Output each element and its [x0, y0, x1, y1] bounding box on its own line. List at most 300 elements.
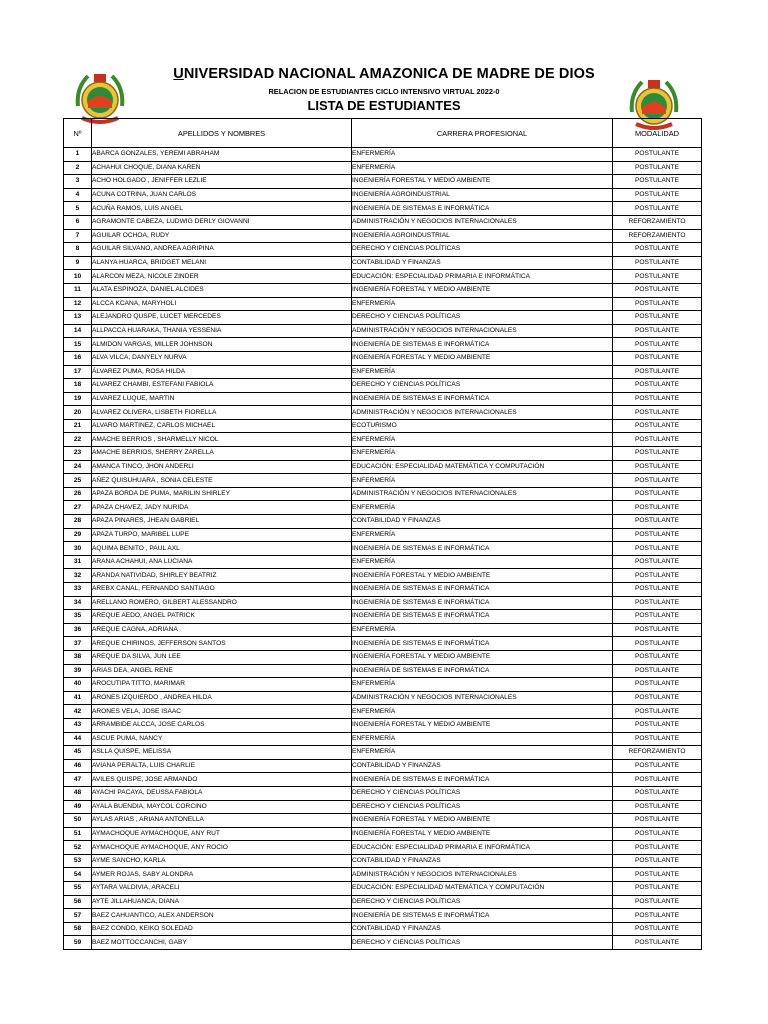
table-row	[64, 338, 702, 352]
row-number: 13	[64, 311, 92, 325]
student-name: ARIAS DEA, ANGEL RENE	[92, 664, 352, 678]
modality: REFORZAMIENTO	[613, 229, 702, 243]
career-name: ECOTURISMO	[352, 419, 613, 433]
modality: POSTULANTE	[613, 909, 702, 923]
career-name: ADMINISTRACIÓN Y NEGOCIOS INTERNACIONALES	[352, 487, 613, 501]
student-name: AREBX CANAL, FERNANDO SANTIAGO	[92, 583, 352, 597]
table-row	[64, 759, 702, 773]
table-row	[64, 773, 702, 787]
career-name: CONTABILIDAD Y FINANZAS	[352, 922, 613, 936]
career-name: INGENIERÍA DE SISTEMAS E INFORMÁTICA	[352, 583, 613, 597]
row-number: 57	[64, 909, 92, 923]
table-row	[64, 596, 702, 610]
modality: POSTULANTE	[613, 351, 702, 365]
table-row	[64, 351, 702, 365]
row-number: 38	[64, 650, 92, 664]
row-number: 50	[64, 814, 92, 828]
student-name: AREQUE AEDO, ANGEL PATRICK	[92, 610, 352, 624]
student-name: ARANDA NATIVIDAD, SHIRLEY BEATRIZ	[92, 569, 352, 583]
list-title: LISTA DE ESTUDIANTES	[307, 98, 461, 113]
row-number: 41	[64, 691, 92, 705]
student-name: ALVAREZ OLIVERA, LISBETH FIORELLA	[92, 406, 352, 420]
row-number: 40	[64, 678, 92, 692]
row-number: 56	[64, 895, 92, 909]
student-name: ALCCA KCANA, MARYHOLI	[92, 297, 352, 311]
table-row	[64, 256, 702, 270]
table-row	[64, 637, 702, 651]
student-table	[63, 118, 702, 950]
student-name: AREQUE CAGNA, ADRIANA	[92, 623, 352, 637]
row-number: 36	[64, 623, 92, 637]
table-row	[64, 705, 702, 719]
career-name: ADMINISTRACIÓN Y NEGOCIOS INTERNACIONALES	[352, 691, 613, 705]
student-name: ARELLANO ROMERO, GILBERT ALESSANDRO	[92, 596, 352, 610]
career-name: INGENIERÍA DE SISTEMAS E INFORMÁTICA	[352, 596, 613, 610]
table-row	[64, 392, 702, 406]
student-name: AVIANA PERALTA, LUIS CHARLIE	[92, 759, 352, 773]
student-name: ALEJANDRO QUSPE, LUCET MERCEDES	[92, 311, 352, 325]
row-number: 52	[64, 841, 92, 855]
row-number: 7	[64, 229, 92, 243]
student-name: AYTE JILLAHUANCA, DIANA	[92, 895, 352, 909]
student-name: ARONES IZQUIERDO , ANDREA HILDA	[92, 691, 352, 705]
modality: POSTULANTE	[613, 515, 702, 529]
row-number: 43	[64, 718, 92, 732]
row-number: 51	[64, 827, 92, 841]
row-number: 4	[64, 188, 92, 202]
row-number: 37	[64, 637, 92, 651]
row-number: 23	[64, 447, 92, 461]
row-number: 14	[64, 324, 92, 338]
table-row	[64, 202, 702, 216]
modality: POSTULANTE	[613, 419, 702, 433]
student-name: ACUNA COTRINA, JUAN CARLOS	[92, 188, 352, 202]
student-name: ARANA ACHAHUI, ANA LUCIANA	[92, 555, 352, 569]
career-name: DERECHO Y CIENCIAS POLÍTICAS	[352, 311, 613, 325]
student-name: APAZA BORDA DE PUMA, MARILIN SHIRLEY	[92, 487, 352, 501]
table-row	[64, 515, 702, 529]
career-name: ENFERMERÍA	[352, 623, 613, 637]
career-name: INGENIERÍA DE SISTEMAS E INFORMÁTICA	[352, 610, 613, 624]
row-number: 1	[64, 148, 92, 162]
career-name: ENFERMERÍA	[352, 161, 613, 175]
student-name: AMACHE BERRIOS, SHERRY ZARELLA	[92, 447, 352, 461]
career-name: CONTABILIDAD Y FINANZAS	[352, 854, 613, 868]
career-name: INGENIERÍA FORESTAL Y MEDIO AMBIENTE	[352, 827, 613, 841]
table-row	[64, 433, 702, 447]
career-name: ENFERMERÍA	[352, 678, 613, 692]
table-row	[64, 691, 702, 705]
student-name: BAEZ MOTTOCCANCHI, GABY	[92, 936, 352, 950]
modality: POSTULANTE	[613, 786, 702, 800]
career-name: INGENIERÍA FORESTAL Y MEDIO AMBIENTE	[352, 650, 613, 664]
table-row	[64, 270, 702, 284]
career-name: DERECHO Y CIENCIAS POLÍTICAS	[352, 786, 613, 800]
student-name: ÁLVAREZ PUMA, ROSA HILDA	[92, 365, 352, 379]
modality: POSTULANTE	[613, 610, 702, 624]
student-name: AYMACHOQUE AYMACHOQUE, ANY ROCIO	[92, 841, 352, 855]
table-row	[64, 882, 702, 896]
career-name: INGENIERÍA FORESTAL Y MEDIO AMBIENTE	[352, 283, 613, 297]
career-name: ADMINISTRACIÓN Y NEGOCIOS INTERNACIONALES	[352, 406, 613, 420]
student-name: AGRAMONTE CABEZA, LUDWIG DERLY GIOVANNI	[92, 215, 352, 229]
column-header-career: CARRERA PROFESIONAL	[352, 119, 613, 148]
row-number: 17	[64, 365, 92, 379]
modality: POSTULANTE	[613, 773, 702, 787]
row-number: 31	[64, 555, 92, 569]
row-number: 20	[64, 406, 92, 420]
career-name: ENFERMERÍA	[352, 148, 613, 162]
modality: POSTULANTE	[613, 569, 702, 583]
table-row	[64, 800, 702, 814]
student-name: ALMIDON VARGAS, MILLER JOHNSON	[92, 338, 352, 352]
column-header-mode: MODALIDAD	[613, 119, 702, 148]
table-header-row	[64, 119, 702, 148]
career-name: INGENIERÍA DE SISTEMAS E INFORMÁTICA	[352, 338, 613, 352]
career-name: INGENIERÍA FORESTAL Y MEDIO AMBIENTE	[352, 718, 613, 732]
table-row	[64, 161, 702, 175]
table-row	[64, 936, 702, 950]
student-name: BAEZ CAHUANTICO, ALEX ANDERSON	[92, 909, 352, 923]
modality: POSTULANTE	[613, 650, 702, 664]
modality: POSTULANTE	[613, 324, 702, 338]
table-row	[64, 175, 702, 189]
modality: POSTULANTE	[613, 800, 702, 814]
career-name: ENFERMERÍA	[352, 501, 613, 515]
row-number: 25	[64, 474, 92, 488]
modality: POSTULANTE	[613, 827, 702, 841]
row-number: 3	[64, 175, 92, 189]
row-number: 35	[64, 610, 92, 624]
row-number: 21	[64, 419, 92, 433]
student-name: ACUÑA RAMOS, LUIS ANGEL	[92, 202, 352, 216]
modality: REFORZAMIENTO	[613, 746, 702, 760]
row-number: 42	[64, 705, 92, 719]
career-name: CONTABILIDAD Y FINANZAS	[352, 256, 613, 270]
row-number: 19	[64, 392, 92, 406]
career-name: ADMINISTRACIÓN Y NEGOCIOS INTERNACIONALES	[352, 868, 613, 882]
table-row	[64, 909, 702, 923]
table-row	[64, 188, 702, 202]
modality: POSTULANTE	[613, 460, 702, 474]
table-row	[64, 569, 702, 583]
row-number: 55	[64, 882, 92, 896]
career-name: EDUCACIÓN: ESPECIALIDAD PRIMARIA E INFORMÁTICA	[352, 841, 613, 855]
modality: POSTULANTE	[613, 433, 702, 447]
student-name: AQUIMA BENITO , PAUL AXL	[92, 542, 352, 556]
table-row	[64, 297, 702, 311]
modality: POSTULANTE	[613, 202, 702, 216]
modality: POSTULANTE	[613, 542, 702, 556]
table-row	[64, 732, 702, 746]
table-row	[64, 243, 702, 257]
table-row	[64, 664, 702, 678]
modality: POSTULANTE	[613, 854, 702, 868]
row-number: 48	[64, 786, 92, 800]
table-row	[64, 229, 702, 243]
career-name: INGENIERÍA AGROINDUSTRIAL	[352, 188, 613, 202]
student-name: ALARCON MEZA, NICOLE ZINDER	[92, 270, 352, 284]
table-row	[64, 542, 702, 556]
career-name: INGENIERÍA DE SISTEMAS E INFORMÁTICA	[352, 542, 613, 556]
student-name: ARRAMBIDE ALCCA, JOSE CARLOS	[92, 718, 352, 732]
row-number: 24	[64, 460, 92, 474]
table-row	[64, 746, 702, 760]
table-row	[64, 827, 702, 841]
career-name: EDUCACIÓN: ESPECIALIDAD MATEMÁTICA Y COMPUTACIÓN	[352, 882, 613, 896]
modality: POSTULANTE	[613, 270, 702, 284]
row-number: 12	[64, 297, 92, 311]
career-name: DERECHO Y CIENCIAS POLÍTICAS	[352, 379, 613, 393]
career-name: ENFERMERÍA	[352, 474, 613, 488]
student-name: ABARCA GONZALES, YEREMI ABRAHAM	[92, 148, 352, 162]
student-name: AYMACHOQUE AYMACHOQUE, ANY RUT	[92, 827, 352, 841]
document-subtitle: RELACION DE ESTUDIANTES CICLO INTENSIVO VIRTUAL 2022-0	[268, 87, 500, 96]
university-title: UNIVERSIDAD NACIONAL AMAZONICA DE MADRE DE DIOS	[173, 66, 595, 82]
row-number: 15	[64, 338, 92, 352]
row-number: 30	[64, 542, 92, 556]
career-name: ENFERMERÍA	[352, 746, 613, 760]
modality: POSTULANTE	[613, 297, 702, 311]
career-name: INGENIERÍA DE SISTEMAS E INFORMÁTICA	[352, 202, 613, 216]
table-row	[64, 814, 702, 828]
modality: POSTULANTE	[613, 501, 702, 515]
modality: POSTULANTE	[613, 311, 702, 325]
student-name: AGUILAR SILVANO, ANDREA AGRIPINA	[92, 243, 352, 257]
table-row	[64, 311, 702, 325]
student-name: ALVAREZ CHAMBI, ESTEFANI FABIOLA	[92, 379, 352, 393]
career-name: INGENIERÍA DE SISTEMAS E INFORMÁTICA	[352, 909, 613, 923]
row-number: 47	[64, 773, 92, 787]
row-number: 33	[64, 583, 92, 597]
modality: POSTULANTE	[613, 664, 702, 678]
table-row	[64, 555, 702, 569]
row-number: 58	[64, 922, 92, 936]
modality: POSTULANTE	[613, 623, 702, 637]
table-row	[64, 922, 702, 936]
modality: POSTULANTE	[613, 474, 702, 488]
career-name: DERECHO Y CIENCIAS POLÍTICAS	[352, 800, 613, 814]
student-name: AYLAS ARIAS , ARIANA ANTONELLA	[92, 814, 352, 828]
career-name: DERECHO Y CIENCIAS POLÍTICAS	[352, 936, 613, 950]
student-name: ASCUE PUMA, NANCY	[92, 732, 352, 746]
table-row	[64, 419, 702, 433]
career-name: ENFERMERÍA	[352, 555, 613, 569]
modality: POSTULANTE	[613, 148, 702, 162]
student-name: ALLPACCA HUARAKA, THANIA YESSENIA	[92, 324, 352, 338]
row-number: 16	[64, 351, 92, 365]
career-name: CONTABILIDAD Y FINANZAS	[352, 515, 613, 529]
row-number: 6	[64, 215, 92, 229]
table-row	[64, 447, 702, 461]
row-number: 32	[64, 569, 92, 583]
row-number: 8	[64, 243, 92, 257]
student-name: APAZA TURPO, MARIBEL LUPE	[92, 528, 352, 542]
modality: POSTULANTE	[613, 487, 702, 501]
row-number: 45	[64, 746, 92, 760]
career-name: DERECHO Y CIENCIAS POLÍTICAS	[352, 895, 613, 909]
row-number: 11	[64, 283, 92, 297]
table-row	[64, 487, 702, 501]
column-header-name: APELLIDOS Y NOMBRES	[92, 119, 352, 148]
table-row	[64, 501, 702, 515]
student-name: AMANCA TINCO, JHON ANDERLI	[92, 460, 352, 474]
career-name: EDUCACIÓN: ESPECIALIDAD MATEMÁTICA Y COMPUTACIÓN	[352, 460, 613, 474]
career-name: EDUCACIÓN: ESPECIALIDAD PRIMARIA E INFORMÁTICA	[352, 270, 613, 284]
row-number: 10	[64, 270, 92, 284]
modality: POSTULANTE	[613, 447, 702, 461]
row-number: 28	[64, 515, 92, 529]
table-row	[64, 583, 702, 597]
table-row	[64, 623, 702, 637]
row-number: 44	[64, 732, 92, 746]
document-header	[0, 60, 768, 120]
modality: POSTULANTE	[613, 814, 702, 828]
row-number: 22	[64, 433, 92, 447]
row-number: 5	[64, 202, 92, 216]
student-name: AYALA BUENDIA, MAYCOL CORCINO	[92, 800, 352, 814]
modality: POSTULANTE	[613, 528, 702, 542]
student-name: AÑEZ QUISUHUARA , SONIA CELESTE	[92, 474, 352, 488]
student-name: ALVARO MARTINEZ, CARLOS MICHAEL	[92, 419, 352, 433]
career-name: INGENIERÍA DE SISTEMAS E INFORMÁTICA	[352, 392, 613, 406]
row-number: 9	[64, 256, 92, 270]
student-name: ALATA ESPINOZA, DANIEL ALCIDES	[92, 283, 352, 297]
modality: POSTULANTE	[613, 868, 702, 882]
career-name: ADMINISTRACIÓN Y NEGOCIOS INTERNACIONALES	[352, 215, 613, 229]
modality: POSTULANTE	[613, 678, 702, 692]
row-number: 34	[64, 596, 92, 610]
modality: POSTULANTE	[613, 922, 702, 936]
row-number: 49	[64, 800, 92, 814]
career-name: ENFERMERÍA	[352, 528, 613, 542]
student-name: AMACHE BERRIOS , SHARMELLY NICOL	[92, 433, 352, 447]
modality: POSTULANTE	[613, 882, 702, 896]
career-name: ENFERMERÍA	[352, 365, 613, 379]
row-number: 54	[64, 868, 92, 882]
table-row	[64, 854, 702, 868]
table-row	[64, 678, 702, 692]
table-row	[64, 718, 702, 732]
modality: POSTULANTE	[613, 732, 702, 746]
modality: POSTULANTE	[613, 555, 702, 569]
modality: POSTULANTE	[613, 841, 702, 855]
student-name: ARONES VELA, JOSE ISAAC	[92, 705, 352, 719]
career-name: ENFERMERÍA	[352, 447, 613, 461]
table-row	[64, 460, 702, 474]
table-row	[64, 895, 702, 909]
student-name: ASLLA QUISPE, MELISSA	[92, 746, 352, 760]
modality: POSTULANTE	[613, 188, 702, 202]
modality: POSTULANTE	[613, 365, 702, 379]
career-name: ENFERMERÍA	[352, 433, 613, 447]
career-name: INGENIERÍA FORESTAL Y MEDIO AMBIENTE	[352, 351, 613, 365]
column-header-number: Nº	[64, 119, 92, 148]
career-name: DERECHO Y CIENCIAS POLÍTICAS	[352, 243, 613, 257]
table-row	[64, 610, 702, 624]
modality: POSTULANTE	[613, 637, 702, 651]
table-row	[64, 283, 702, 297]
student-name: AREQUE CHIRINOS, JEFFERSON SANTOS	[92, 637, 352, 651]
table-row	[64, 379, 702, 393]
student-name: AYACHI PACAYA, DEUSSA FABIOLA	[92, 786, 352, 800]
modality: POSTULANTE	[613, 175, 702, 189]
modality: REFORZAMIENTO	[613, 215, 702, 229]
row-number: 18	[64, 379, 92, 393]
row-number: 59	[64, 936, 92, 950]
modality: POSTULANTE	[613, 895, 702, 909]
modality: POSTULANTE	[613, 379, 702, 393]
table-row	[64, 406, 702, 420]
row-number: 53	[64, 854, 92, 868]
student-name: ACHO HOLGADO , JENIFFER LEZLIE	[92, 175, 352, 189]
modality: POSTULANTE	[613, 338, 702, 352]
modality: POSTULANTE	[613, 936, 702, 950]
career-name: CONTABILIDAD Y FINANZAS	[352, 759, 613, 773]
modality: POSTULANTE	[613, 759, 702, 773]
modality: POSTULANTE	[613, 243, 702, 257]
modality: POSTULANTE	[613, 406, 702, 420]
table-row	[64, 786, 702, 800]
student-name: AREQUE DA SILVA, JUN LEE	[92, 650, 352, 664]
student-name: APAZA CHAVEZ, JADY NURIDA	[92, 501, 352, 515]
career-name: ENFERMERÍA	[352, 297, 613, 311]
row-number: 29	[64, 528, 92, 542]
student-name: ALANYA HUARCA, BRIDGET MELANI	[92, 256, 352, 270]
modality: POSTULANTE	[613, 596, 702, 610]
table-row	[64, 474, 702, 488]
table-row	[64, 650, 702, 664]
table-row	[64, 841, 702, 855]
table-row	[64, 215, 702, 229]
student-name: AVILES QUISPE, JOSE ARMANDO	[92, 773, 352, 787]
table-row	[64, 868, 702, 882]
career-name: ENFERMERÍA	[352, 705, 613, 719]
career-name: INGENIERÍA DE SISTEMAS E INFORMÁTICA	[352, 664, 613, 678]
modality: POSTULANTE	[613, 583, 702, 597]
career-name: INGENIERÍA FORESTAL Y MEDIO AMBIENTE	[352, 569, 613, 583]
modality: POSTULANTE	[613, 691, 702, 705]
modality: POSTULANTE	[613, 256, 702, 270]
row-number: 46	[64, 759, 92, 773]
modality: POSTULANTE	[613, 705, 702, 719]
career-name: INGENIERÍA AGROINDUSTRIAL	[352, 229, 613, 243]
modality: POSTULANTE	[613, 392, 702, 406]
student-name: AYMER ROJAS, SABY ALONDRA	[92, 868, 352, 882]
student-name: ACHAHUI CHOQUE, DIANA KAREN	[92, 161, 352, 175]
career-name: INGENIERÍA FORESTAL Y MEDIO AMBIENTE	[352, 814, 613, 828]
row-number: 2	[64, 161, 92, 175]
row-number: 26	[64, 487, 92, 501]
modality: POSTULANTE	[613, 161, 702, 175]
modality: POSTULANTE	[613, 718, 702, 732]
student-name: AYTARA VALDIVIA, ARACELI	[92, 882, 352, 896]
table-row	[64, 528, 702, 542]
student-name: ALVA VILCA, DANYELY NURVA	[92, 351, 352, 365]
student-name: APAZA PINARES, JHEAN GABRIEL	[92, 515, 352, 529]
career-name: INGENIERÍA DE SISTEMAS E INFORMÁTICA	[352, 773, 613, 787]
student-name: ALVAREZ LUQUE, MARTIN	[92, 392, 352, 406]
student-name: AROCUTIPA TITTO, MARIMAR	[92, 678, 352, 692]
career-name: ADMINISTRACIÓN Y NEGOCIOS INTERNACIONALES	[352, 324, 613, 338]
career-name: INGENIERÍA DE SISTEMAS E INFORMÁTICA	[352, 637, 613, 651]
row-number: 39	[64, 664, 92, 678]
student-name: AGUILAR OCHOA, RUDY	[92, 229, 352, 243]
career-name: INGENIERÍA FORESTAL Y MEDIO AMBIENTE	[352, 175, 613, 189]
table-row	[64, 148, 702, 162]
student-name: BAEZ CONDO, KEIKO SOLEDAD	[92, 922, 352, 936]
career-name: ENFERMERÍA	[352, 732, 613, 746]
